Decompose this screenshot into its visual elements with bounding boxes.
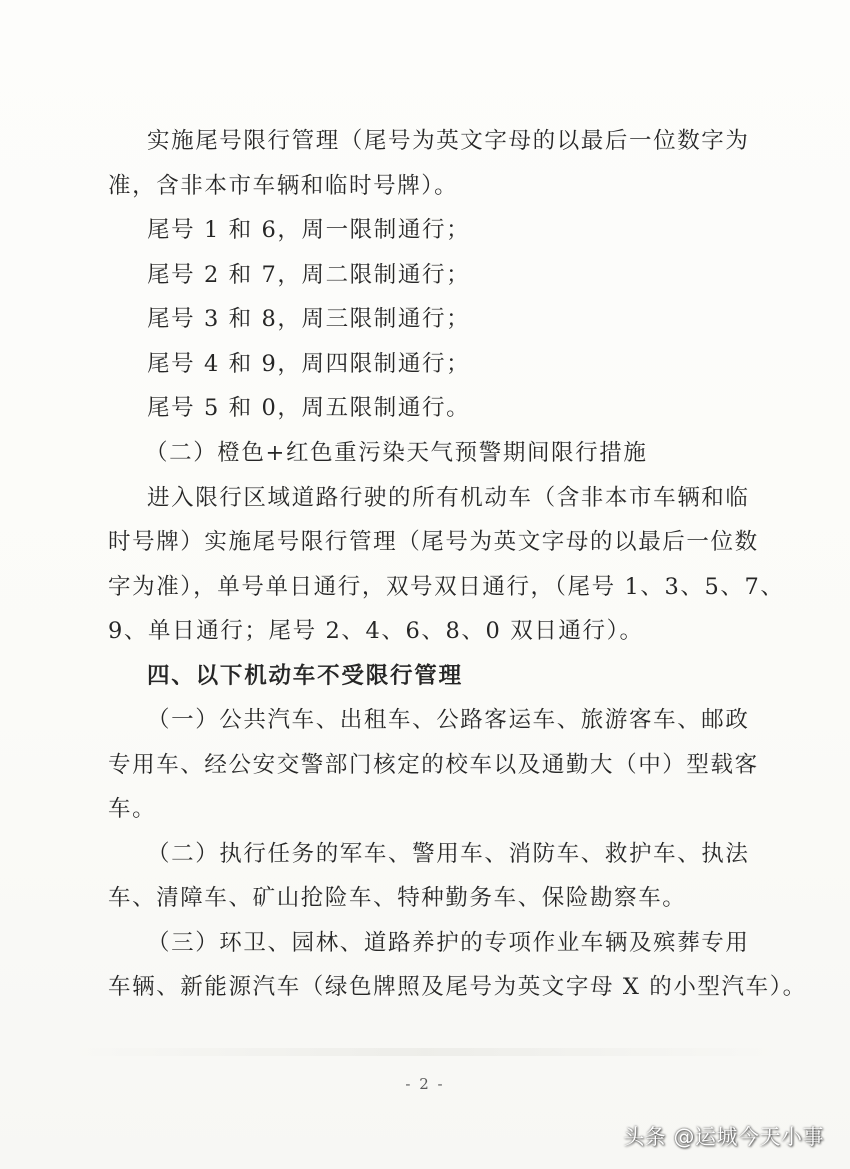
body-text-line: 车辆、新能源汽车（绿色牌照及尾号为英文字母 X 的小型汽车）。 bbox=[108, 974, 807, 1000]
list-item-tail-number: 尾号 1 和 6，周一限制通行； bbox=[147, 217, 471, 243]
body-text-line: 准，含非本市车辆和临时号牌）。 bbox=[108, 173, 459, 199]
subsection-heading: （二）橙色+红色重污染天气预警期间限行措施 bbox=[145, 440, 648, 466]
list-item-tail-number: 尾号 4 和 9，周四限制通行； bbox=[147, 351, 471, 377]
section-heading: 四、以下机动车不受限行管理 bbox=[147, 663, 463, 689]
watermark: 头条 @运城今天小事 bbox=[623, 1125, 824, 1149]
body-text-line: 车、清障车、矿山抢险车、特种勤务车、保险勘察车。 bbox=[108, 885, 687, 911]
body-text-line: 时号牌）实施尾号限行管理（尾号为英文字母的以最后一位数 bbox=[108, 529, 759, 555]
body-text-line: 实施尾号限行管理（尾号为英文字母的以最后一位数字为 bbox=[147, 128, 750, 154]
body-text-line: 进入限行区域道路行驶的所有机动车（含非本市车辆和临 bbox=[147, 485, 750, 511]
body-text-line: 专用车、经公安交警部门核定的校车以及通勤大（中）型载客 bbox=[108, 752, 759, 778]
scan-artifact bbox=[70, 1048, 780, 1056]
body-text-line: （一）公共汽车、出租车、公路客运车、旅游客车、邮政 bbox=[147, 707, 750, 733]
list-item-tail-number: 尾号 3 和 8，周三限制通行； bbox=[147, 306, 471, 332]
list-item-tail-number: 尾号 2 和 7，周二限制通行； bbox=[147, 262, 471, 288]
body-text-line: （三）环卫、园林、道路养护的专项作业车辆及殡葬专用 bbox=[147, 930, 750, 956]
body-text-line: 车。 bbox=[108, 796, 157, 822]
page-number: - 2 - bbox=[405, 1075, 445, 1093]
body-text-line: 9、单日通行；尾号 2、4、6、8、0 双日通行）。 bbox=[108, 618, 644, 644]
body-text-line: 字为准），单号单日通行，双号双日通行，（尾号 1、3、5、7、 bbox=[108, 574, 785, 600]
body-text-line: （二）执行任务的军车、警用车、消防车、救护车、执法 bbox=[147, 841, 750, 867]
list-item-tail-number: 尾号 5 和 0，周五限制通行。 bbox=[147, 395, 471, 421]
